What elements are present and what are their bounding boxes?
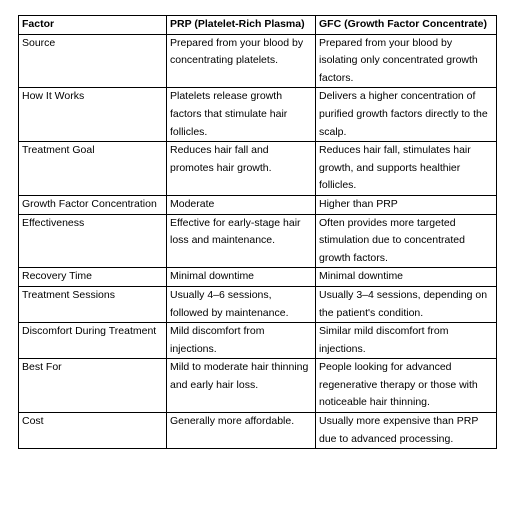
table-row — [19, 195, 497, 214]
factor-cell: Best For — [19, 359, 167, 413]
table-row — [19, 214, 497, 268]
table-row — [19, 88, 497, 142]
gfc-cell: Similar mild discomfort from injections. — [316, 323, 497, 359]
prp-cell: Minimal downtime — [167, 268, 316, 287]
header-prp: PRP (Platelet-Rich Plasma) — [167, 16, 316, 35]
gfc-cell: Usually 3–4 sessions, depending on the patient's condition. — [316, 286, 497, 322]
gfc-cell: Higher than PRP — [316, 195, 497, 214]
comparison-table — [18, 15, 497, 449]
factor-cell: Cost — [19, 413, 167, 449]
gfc-cell: People looking for advanced regenerative therapy or those with noticeable hair thinning. — [316, 359, 497, 413]
table-row — [19, 142, 497, 196]
prp-cell: Usually 4–6 sessions, followed by maintenance. — [167, 286, 316, 322]
prp-cell: Mild discomfort from injections. — [167, 323, 316, 359]
table-row — [19, 286, 497, 322]
factor-cell: Effectiveness — [19, 214, 167, 268]
gfc-cell: Minimal downtime — [316, 268, 497, 287]
prp-cell: Mild to moderate hair thinning and early hair loss. — [167, 359, 316, 413]
prp-cell: Platelets release growth factors that stimulate hair follicles. — [167, 88, 316, 142]
factor-cell: Recovery Time — [19, 268, 167, 287]
header-gfc: GFC (Growth Factor Concentrate) — [316, 16, 497, 35]
table-row — [19, 268, 497, 287]
table-row — [19, 34, 497, 88]
header-factor: Factor — [19, 16, 167, 35]
factor-cell: Treatment Sessions — [19, 286, 167, 322]
factor-cell: Discomfort During Treatment — [19, 323, 167, 359]
factor-cell: How It Works — [19, 88, 167, 142]
prp-cell: Effective for early-stage hair loss and maintenance. — [167, 214, 316, 268]
gfc-cell: Usually more expensive than PRP due to advanced processing. — [316, 413, 497, 449]
table-row — [19, 413, 497, 449]
factor-cell: Growth Factor Concentration — [19, 195, 167, 214]
gfc-cell: Reduces hair fall, stimulates hair growth, and supports healthier follicles. — [316, 142, 497, 196]
prp-cell: Prepared from your blood by concentrating platelets. — [167, 34, 316, 88]
table-row — [19, 323, 497, 359]
table-row — [19, 359, 497, 413]
header-row — [19, 16, 497, 35]
prp-cell: Generally more affordable. — [167, 413, 316, 449]
gfc-cell: Often provides more targeted stimulation due to concentrated growth factors. — [316, 214, 497, 268]
prp-cell: Reduces hair fall and promotes hair growth. — [167, 142, 316, 196]
factor-cell: Treatment Goal — [19, 142, 167, 196]
gfc-cell: Delivers a higher concentration of purified growth factors directly to the scalp. — [316, 88, 497, 142]
comparison-table-container — [18, 15, 496, 449]
factor-cell: Source — [19, 34, 167, 88]
prp-cell: Moderate — [167, 195, 316, 214]
gfc-cell: Prepared from your blood by isolating only concentrated growth factors. — [316, 34, 497, 88]
